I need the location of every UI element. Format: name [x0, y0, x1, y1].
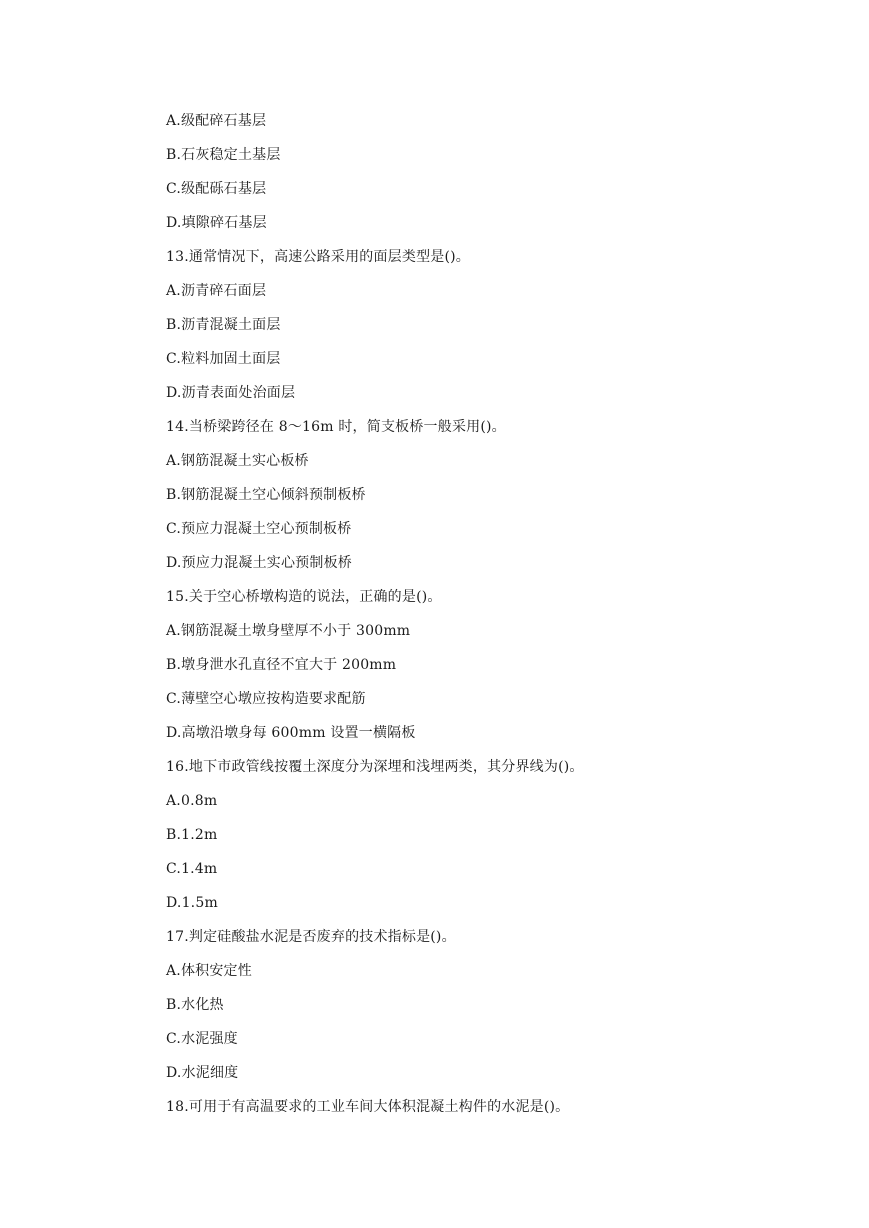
option-line: B.1.2m [166, 827, 218, 843]
option-line: D.高墩沿墩身每 600mm 设置一横隔板 [166, 725, 416, 741]
option-line: D.沥青表面处治面层 [166, 385, 296, 401]
question-16: 16.地下市政管线按覆土深度分为深埋和浅埋两类，其分界线为()。 [166, 759, 584, 775]
question-14: 14.当桥梁跨径在 8～16m 时，简支板桥一般采用()。 [166, 419, 506, 435]
option-line: B.石灰稳定土基层 [166, 147, 281, 163]
question-13: 13.通常情况下，高速公路采用的面层类型是()。 [166, 249, 470, 265]
question-list [166, 104, 806, 1124]
option-line: A.沥青碎石面层 [166, 283, 267, 299]
option-line: A.钢筋混凝土墩身壁厚不小于 300mm [166, 623, 411, 639]
option-line: B.沥青混凝土面层 [166, 317, 281, 333]
option-line: C.1.4m [166, 861, 218, 877]
option-line: B.墩身泄水孔直径不宜大于 200mm [166, 657, 397, 673]
question-18: 18.可用于有高温要求的工业车间大体积混凝土构件的水泥是()。 [166, 1099, 570, 1115]
option-line: D.填隙碎石基层 [166, 215, 267, 231]
option-line: C.水泥强度 [166, 1031, 238, 1047]
option-line: C.粒料加固土面层 [166, 351, 281, 367]
option-line: C.级配砾石基层 [166, 181, 267, 197]
option-line: A.0.8m [166, 793, 218, 809]
option-line: A.体积安定性 [166, 963, 252, 979]
option-line: B.钢筋混凝土空心倾斜预制板桥 [166, 487, 366, 503]
option-line: A.钢筋混凝土实心板桥 [166, 453, 309, 469]
question-17: 17.判定硅酸盐水泥是否废弃的技术指标是()。 [166, 929, 456, 945]
option-line: C.预应力混凝土空心预制板桥 [166, 521, 352, 537]
option-line: B.水化热 [166, 997, 224, 1013]
option-line: C.薄壁空心墩应按构造要求配筋 [166, 691, 366, 707]
option-line: A.级配碎石基层 [166, 113, 267, 129]
option-line: D.水泥细度 [166, 1065, 239, 1081]
option-line: D.预应力混凝土实心预制板桥 [166, 555, 352, 571]
option-line: D.1.5m [166, 895, 218, 911]
question-15: 15.关于空心桥墩构造的说法，正确的是()。 [166, 589, 442, 605]
